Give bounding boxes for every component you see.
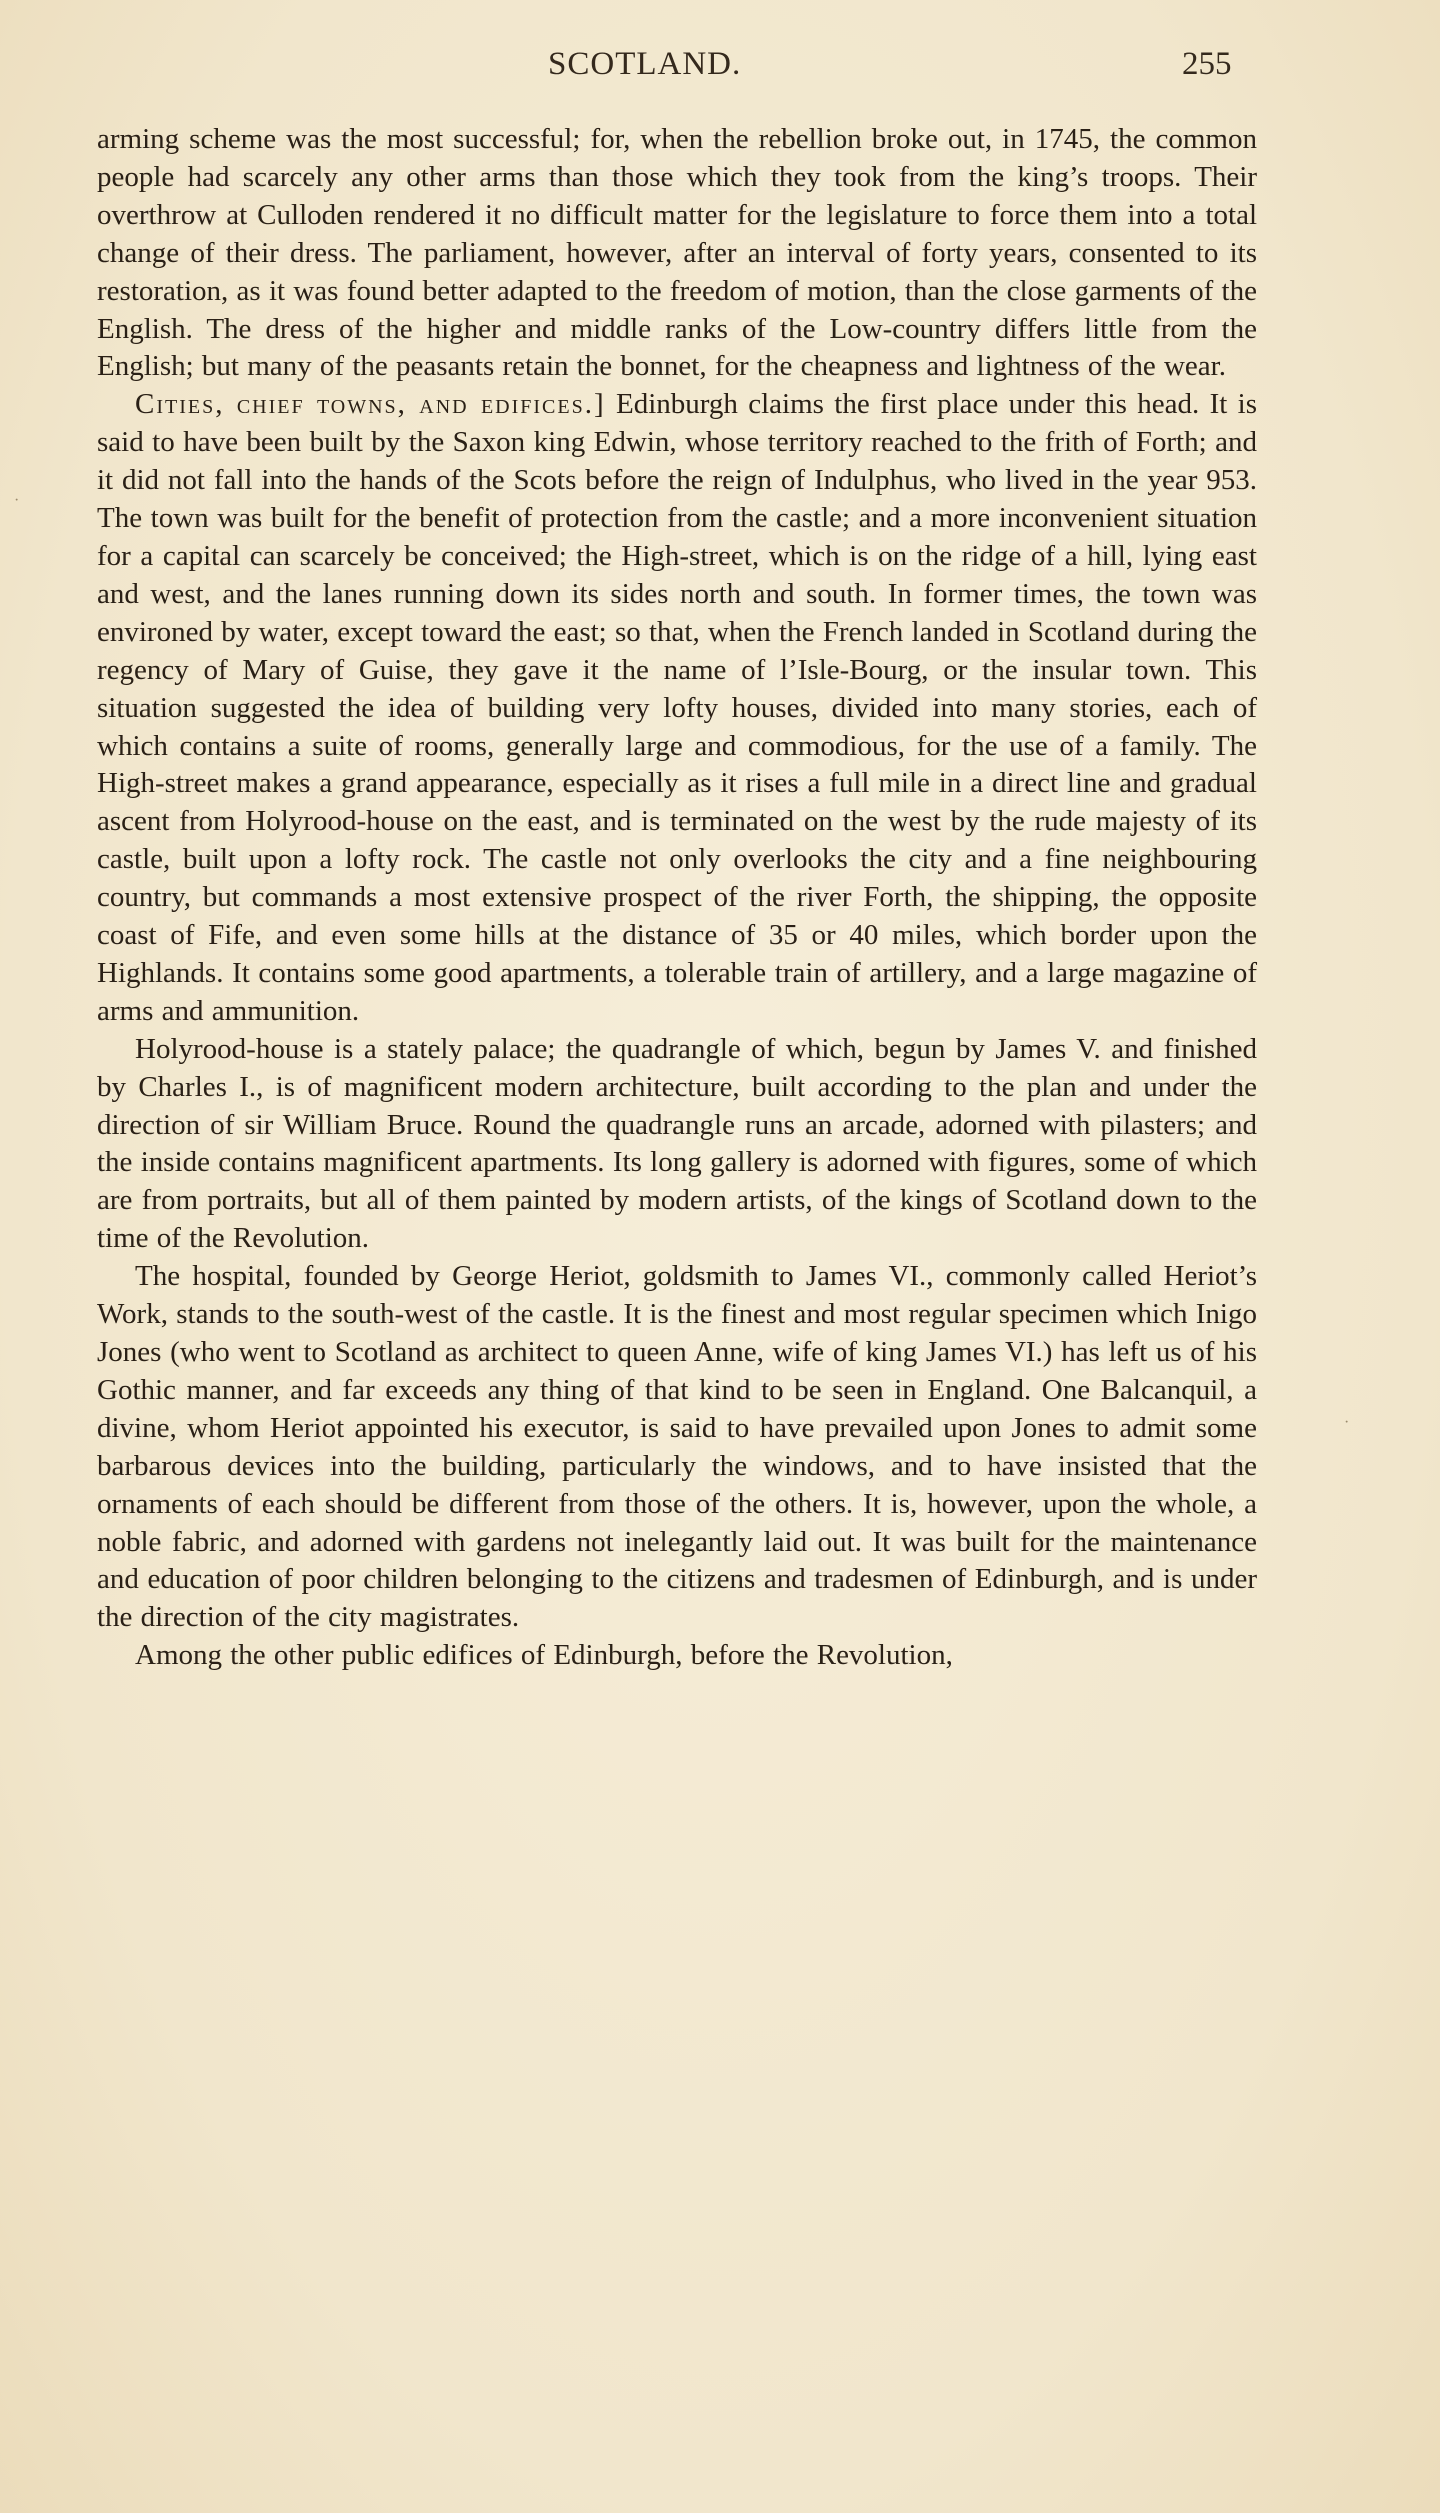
running-head: SCOTLAND.: [548, 46, 742, 82]
paragraph-dress: arming scheme was the most successful; for, when the rebellion broke out, in 1745, the common people had scarcely any other arms than those which they took from the king’s troops. Their overthrow at Culloden rendered it no difficult matter for the legislature to force them into a total change of their dress. The parliament, however, after an interval of forty years, consented to its restoration, as it was found better adapted to the freedom of motion, than the close garments of the English. The dress of the higher and middle ranks of the Low-country differs little from the English; but many of the peasants retain the bonnet, for the cheapness and lightness of the wear.: [97, 123, 1257, 383]
paragraph-holyrood: Holyrood-house is a stately palace; the quadrangle of which, begun by James V. and finished by Charles I., is of magnificent modern architecture, built according to the plan and under the direction of sir William Bruce. Round the quadrangle runs an arcade, adorned with pilasters; and the inside contains magnificent apartments. Its long gallery is adorned with figures, some of which are from portraits, but all of them painted by modern artists, of the kings of Scotland down to the time of the Revolution.: [97, 1032, 1257, 1255]
margin-dot: ·: [14, 492, 20, 509]
page-number: 255: [1182, 46, 1232, 82]
section-heading: Cities, chief towns, and edifices.]: [135, 388, 606, 421]
margin-dot: ·: [1344, 1414, 1350, 1431]
paragraph-cities: [97, 386, 1257, 1030]
paragraph-heriot: The hospital, founded by George Heriot, goldsmith to James VI., commonly called Heriot’s Work, stands to the south-west of the castle. It is the finest and most regular specimen which Inigo Jones (who went to Scotland as architect to queen Anne, wife of king James VI.) has left us of his Gothic manner, and far exceeds any thing of that kind to be seen in England. One Balcanquil, a divine, whom Heriot appointed his executor, is said to have prevailed upon Jones to admit some barbarous devices into the building, particularly the windows, and to have insisted that the ornaments of each should be different from those of the others. It is, however, upon the whole, a noble fabric, and adorned with gardens not inelegantly laid out. It was built for the maintenance and education of poor children belonging to the citizens and tradesmen of Edinburgh, and is under the direction of the city magistrates.: [97, 1260, 1257, 1634]
body-text: [97, 121, 1257, 1675]
paragraph-edifices: Among the other public edifices of Edinburgh, before the Revolution,: [135, 1639, 953, 1672]
page-header: [0, 46, 1440, 96]
paragraph-cities-body: Edinburgh claims the first place under this head. It is said to have been built by the Saxon king Edwin, whose territory reached to the frith of Forth; and it did not fall into the hands of the Scots before the reign of Indulphus, who lived in the year 953. The town was built for the benefit of protection from the castle; and a more inconvenient situation for a capital can scarcely be conceived; the High-street, which is on the ridge of a hill, lying east and west, and the lanes running down its sides north and south. In former times, the town was environed by water, except toward the east; so that, when the French landed in Scotland during the regency of Mary of Guise, they gave it the name of l’Isle-Bourg, or the insular town. This situation suggested the idea of building very lofty houses, divided into many stories, each of which contains a suite of rooms, generally large and commodious, for the use of a family. The High-street makes a grand appearance, especially as it rises a full mile in a direct line and gradual ascent from Holyrood-house on the east, and is terminated on the west by the rude majesty of its castle, built upon a lofty rock. The castle not only overlooks the city and a fine neighbouring country, but commands a most extensive prospect of the river Forth, the shipping, the opposite coast of Fife, and even some hills at the distance of 35 or 40 miles, which border upon the Highlands. It contains some good apartments, a tolerable train of artillery, and a large magazine of arms and ammunition.: [97, 388, 1258, 1027]
